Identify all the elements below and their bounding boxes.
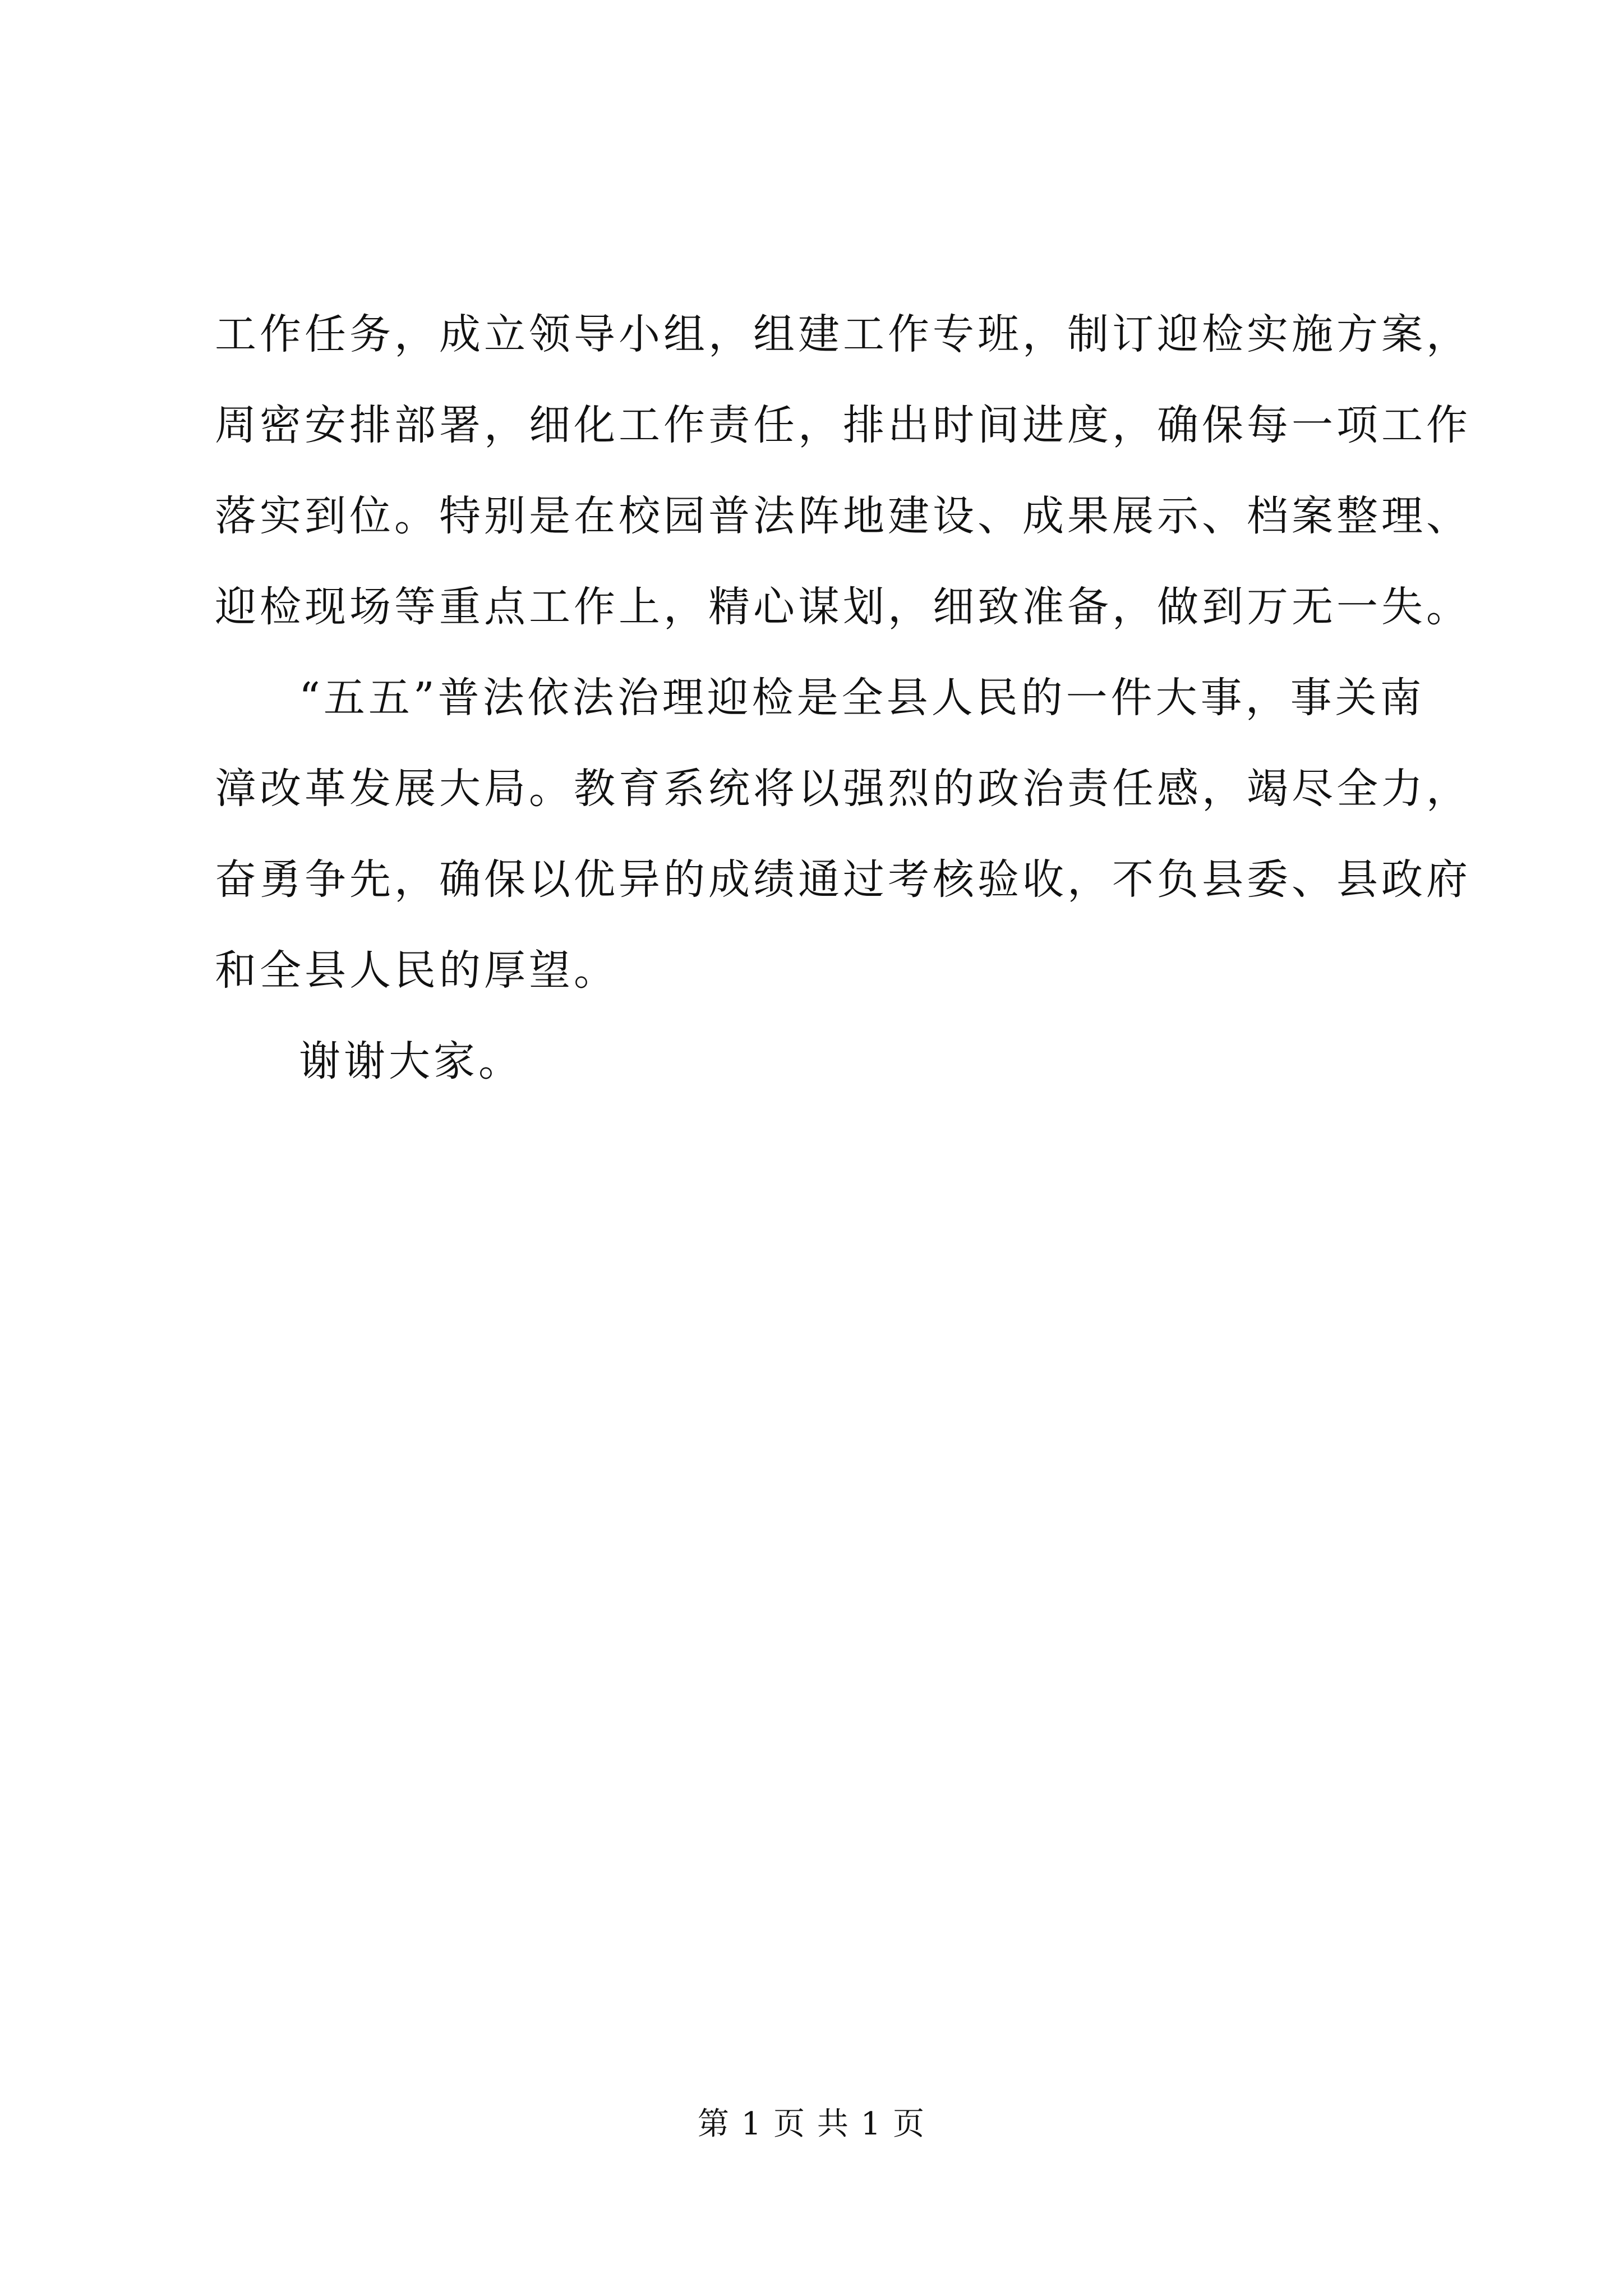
paragraph-first-line: “五五”普法依法治理迎检是全县人民的一件大事，事关南 — [299, 674, 1425, 722]
body-line: 和全县人民的厚望。 — [215, 946, 619, 995]
closing-line: 谢谢大家。 — [299, 1037, 523, 1085]
body-line: 工作任务，成立领导小组，组建工作专班，制订迎检实施方案， — [215, 310, 1471, 358]
body-line: 漳改革发展大局。教育系统将以强烈的政治责任感，竭尽全力， — [215, 765, 1471, 813]
page-footer: 第 1 页 共 1 页 — [697, 2106, 926, 2142]
body-line: 落实到位。特别是在校园普法阵地建设、成果展示、档案整理、 — [215, 492, 1471, 540]
body-line: 奋勇争先，确保以优异的成绩通过考核验收，不负县委、县政府 — [215, 855, 1471, 904]
body-line: 周密安排部署，细化工作责任，排出时间进度，确保每一项工作 — [215, 401, 1471, 449]
body-line: 迎检现场等重点工作上，精心谋划，细致准备，做到万无一失。 — [215, 583, 1471, 631]
document-body — [215, 289, 1471, 1107]
